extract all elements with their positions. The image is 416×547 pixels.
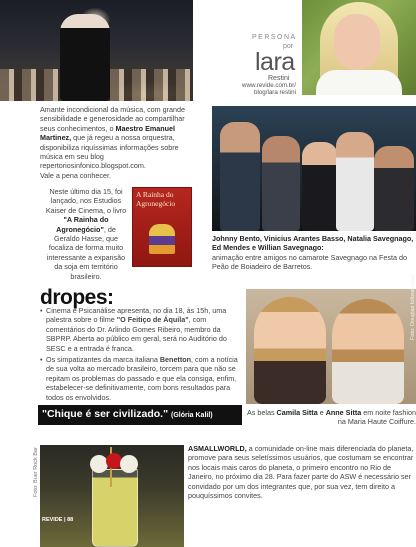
item-text: Cinema e Psicanálise apresenta, no dia 18, às 15h, uma palestra sobre o filme: [46, 306, 227, 325]
quote-bar: [38, 405, 242, 425]
columnist-surname: Restini: [268, 75, 290, 82]
caption-text: e: [317, 408, 326, 417]
book-cover-title: A Rainha do Agronegócio: [136, 190, 176, 208]
asw-paragraph: [188, 444, 414, 500]
group-caption-text: animação entre amigos no camarote Savegnago na Festa do Peão de Boiadeiro de Barretos.: [212, 252, 407, 272]
book-cover-art: [149, 224, 175, 254]
item-text: , com a notícia de sua volta ao mercado brasileiro, torcem para que não se repitam os problemas do passado e que ela consiga, enfim, estabelecer-se definitivamente, com bons resultados para todos os envolvidos.: [46, 355, 238, 402]
group-names: Johnny Bento, Vinicius Arantes Basso, Natalia Savegnago, Ed Mendes e Willian Savegnago:: [212, 234, 414, 253]
blog-url-path[interactable]: blog/lara restini: [254, 89, 296, 96]
photo-credit: Foto: Buer Rock Bar: [33, 447, 39, 497]
list-item: [40, 306, 240, 353]
book-text: Neste último dia 15, foi lançado, nos Estudios Kaiser de Cinema, o livro: [45, 187, 127, 215]
columnist-photo: [302, 0, 416, 95]
conductor-figure: [60, 14, 110, 101]
intro-paragraph: [40, 105, 196, 180]
asw-text: a comunidade on-line mais diferenciada do planeta, promove para seus seletíssimos usuários, que costumam se encontrar nos locais mais caros do planeta, o primeiro encontro no Rio de Janeiro, no próximo dia 28. Para fazer parte do ASW é necessário ser convidado por um dos integrantes que, por sua vez, tem direito a pouquíssimos convites.: [188, 444, 414, 501]
item-text: Os simpatizantes da marca italiana: [46, 355, 160, 365]
shirt-shape: [316, 70, 402, 95]
quote-author: (Glória Kalil): [171, 412, 213, 419]
person-shape: [262, 136, 300, 231]
page-folio: REVIDE | 88: [42, 517, 74, 523]
caption-name: Anne Sitta: [325, 408, 362, 417]
item-highlight: "O Feitiço de Áquila": [116, 315, 189, 325]
book-title: "A Rainha do Agronegócio": [56, 215, 109, 234]
maestro-name: Maestro Emanuel Martinez,: [40, 123, 176, 143]
sitta-caption: [246, 408, 416, 427]
item-highlight: Benetton: [159, 355, 192, 365]
intro-text: que já regeu a nossa orquestra, disponibiliza riquíssimas informações sobre música em seu blog repertoriosinfonico.blogspot.com.: [40, 133, 179, 171]
conductor-photo: [0, 0, 193, 101]
caption-text: em noite fashion na Maria Haute Coiffure.: [337, 408, 416, 427]
list-item: [40, 355, 240, 402]
book-paragraph: [44, 187, 128, 281]
caption-text: As belas: [246, 408, 277, 417]
pull-quote: [42, 408, 213, 420]
glass-shape: [92, 469, 138, 547]
section-label: PERSONA: [252, 34, 297, 41]
drink-photo: [40, 445, 184, 547]
columnist-name: lara: [255, 48, 295, 76]
person-shape: [336, 132, 374, 231]
caption-name: Camila Sitta: [276, 408, 318, 417]
face-shape: [334, 14, 380, 70]
book-cover: [132, 187, 192, 267]
fruit-shape: [120, 455, 138, 473]
group-photo: [212, 106, 416, 231]
photo-credit: Foto: Douglas Infosarvidad: [410, 274, 416, 340]
fruit-shape: [90, 455, 108, 473]
person-shape: [332, 299, 404, 404]
byline-por: por: [283, 43, 294, 50]
item-text: , com comentários do Dr. Arlindo Gomes Ribeiro, membro da SBPRP. Aberta ao público em geral, será no Auditório do SESC e a entrada é franca.: [46, 315, 227, 353]
person-shape: [220, 122, 260, 231]
person-shape: [302, 142, 338, 231]
asw-name: ASMALLWORLD,: [188, 444, 247, 453]
quote-text: "Chique é ser civilizado.": [42, 408, 169, 420]
person-shape: [254, 297, 326, 404]
intro-closing: Vale a pena conhecer.: [40, 170, 111, 180]
blog-url[interactable]: www.revide.com.br/: [242, 82, 296, 89]
sitta-photo: [246, 289, 416, 404]
intro-text: Amante incondicional da música, com grande sensibilidade e generosidade ao compartilhar seus conhecimentos, o: [40, 105, 186, 133]
group-caption: [212, 234, 414, 272]
person-shape: [374, 146, 414, 231]
dropes-list: [40, 306, 240, 404]
book-text: , de Geraldo Hasse, que focaliza de forma muito interessante a expansão da soja em território brasileiro.: [46, 224, 126, 281]
dropes-heading: dropes:: [40, 286, 114, 309]
